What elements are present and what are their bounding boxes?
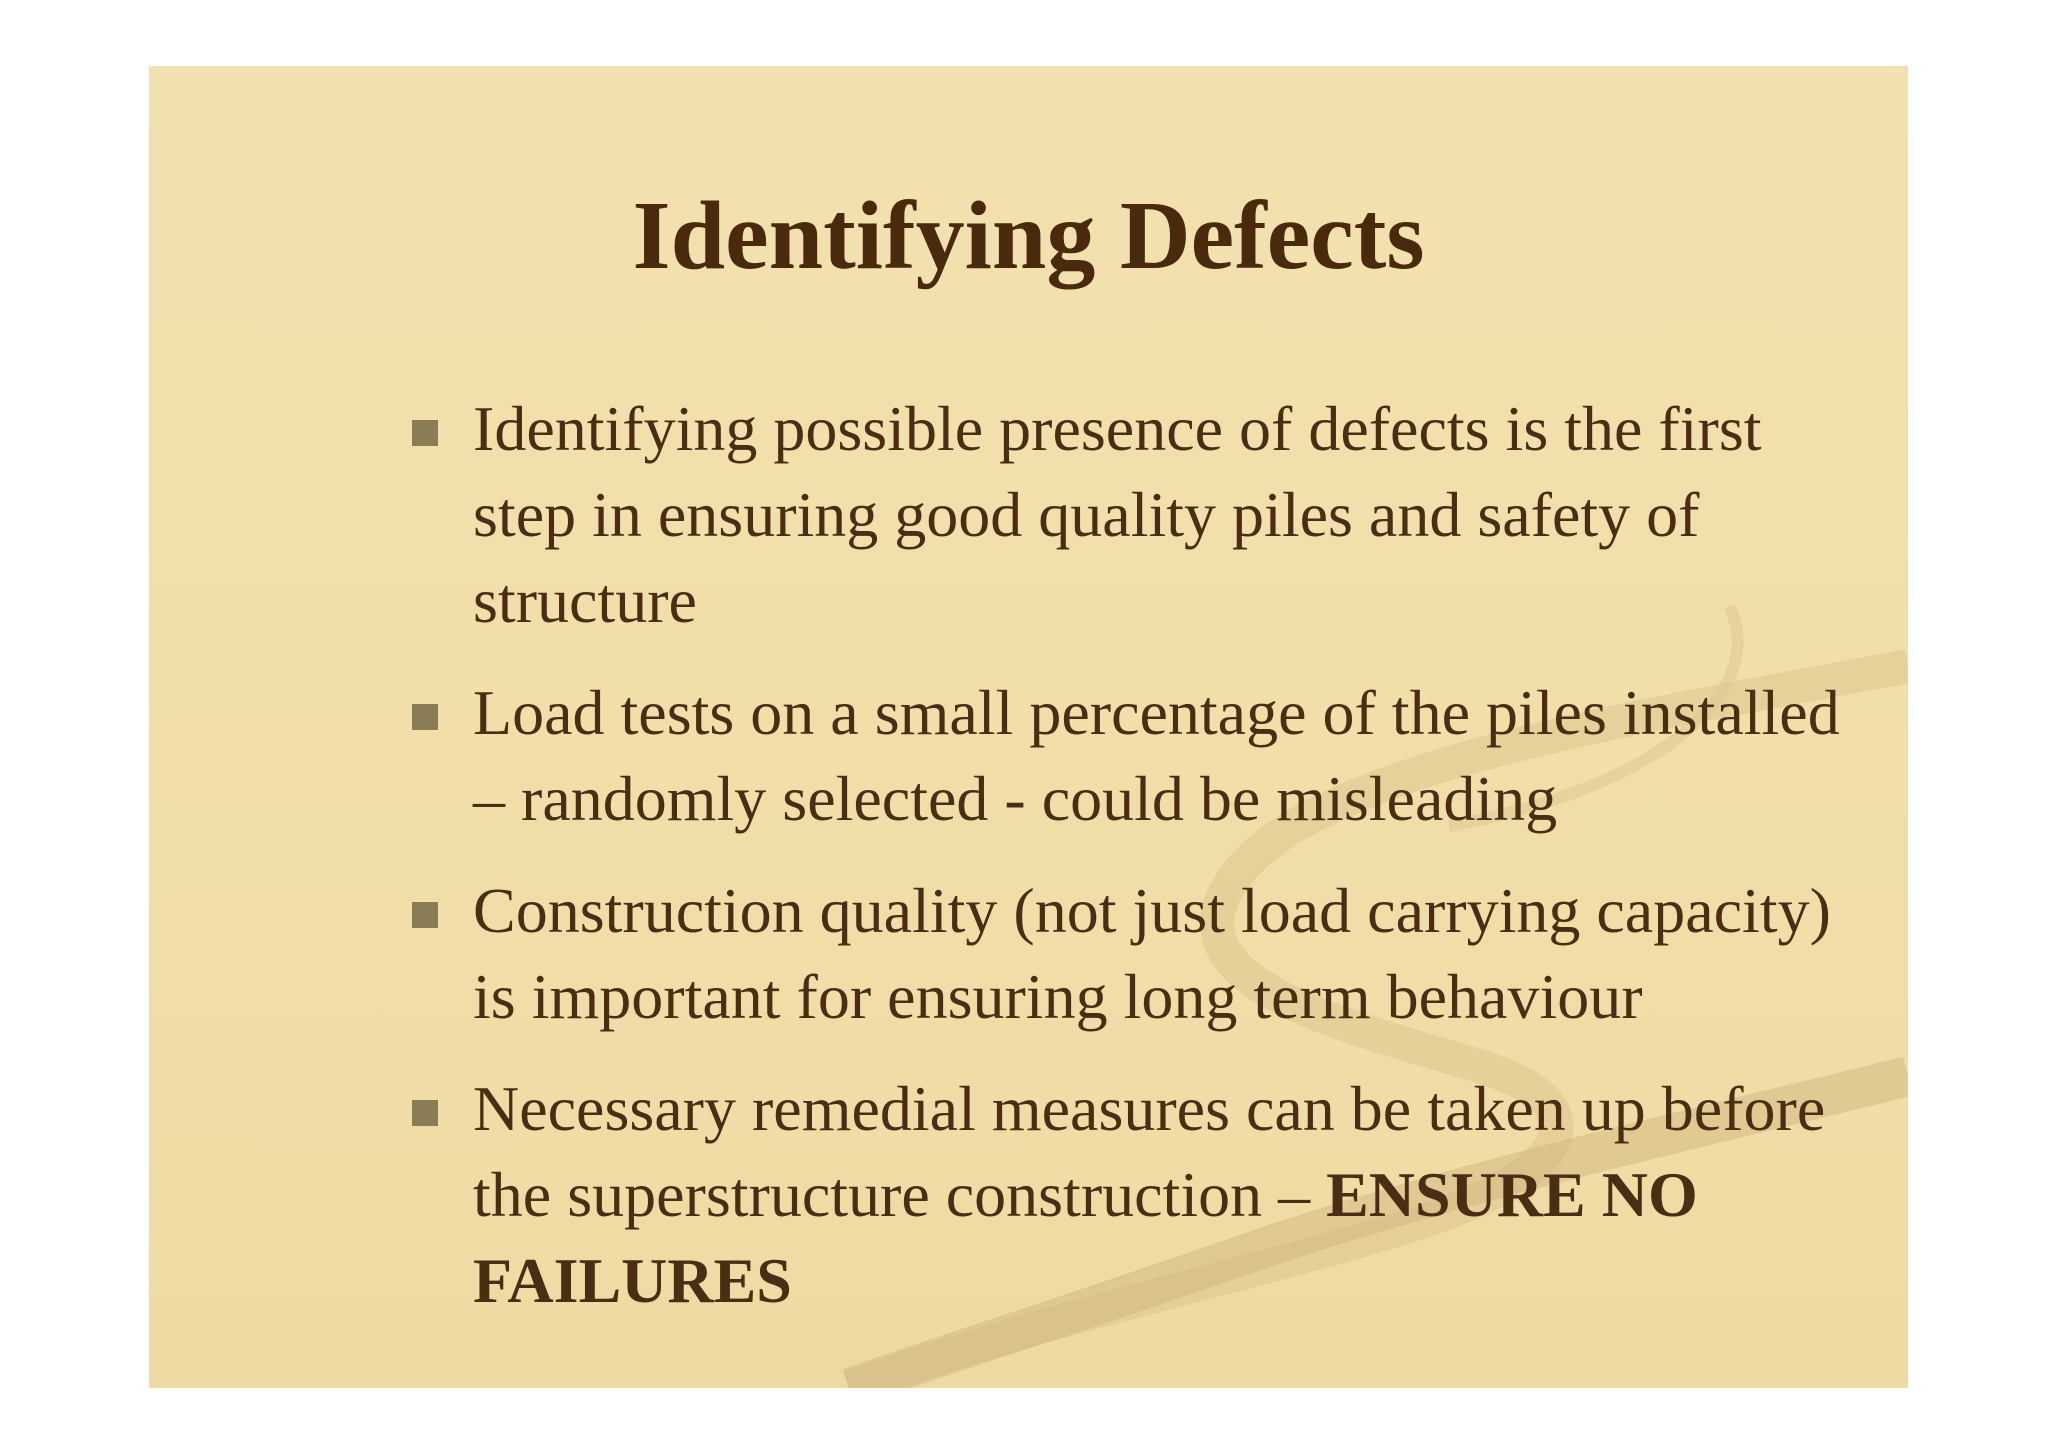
slide-title: Identifying Defects — [632, 182, 1425, 290]
square-bullet-icon — [412, 704, 438, 730]
bullet-emphasis: ENSURE NO FAILURES — [473, 1159, 1698, 1316]
bullet-item — [257, 670, 1867, 842]
bullet-text: Load tests on a small percentage of the piles installed – randomly selected - could be misleading — [473, 677, 1840, 834]
bullet-item — [257, 868, 1867, 1040]
square-bullet-icon — [412, 420, 438, 446]
bullet-text: Necessary remedial measures can be taken up before the superstructure construction – — [473, 1073, 1826, 1230]
bullet-item — [257, 386, 1867, 644]
bullet-text: Construction quality (not just load carrying capacity) is important for ensuring long term behaviour — [473, 875, 1831, 1032]
bullet-text: Identifying possible presence of defects is the first step in ensuring good quality piles and safety of structure — [473, 393, 1762, 636]
square-bullet-icon — [412, 902, 438, 928]
square-bullet-icon — [412, 1100, 438, 1126]
slide — [149, 66, 1908, 1388]
bullet-list — [257, 386, 1867, 1350]
bullet-item — [257, 1066, 1867, 1324]
